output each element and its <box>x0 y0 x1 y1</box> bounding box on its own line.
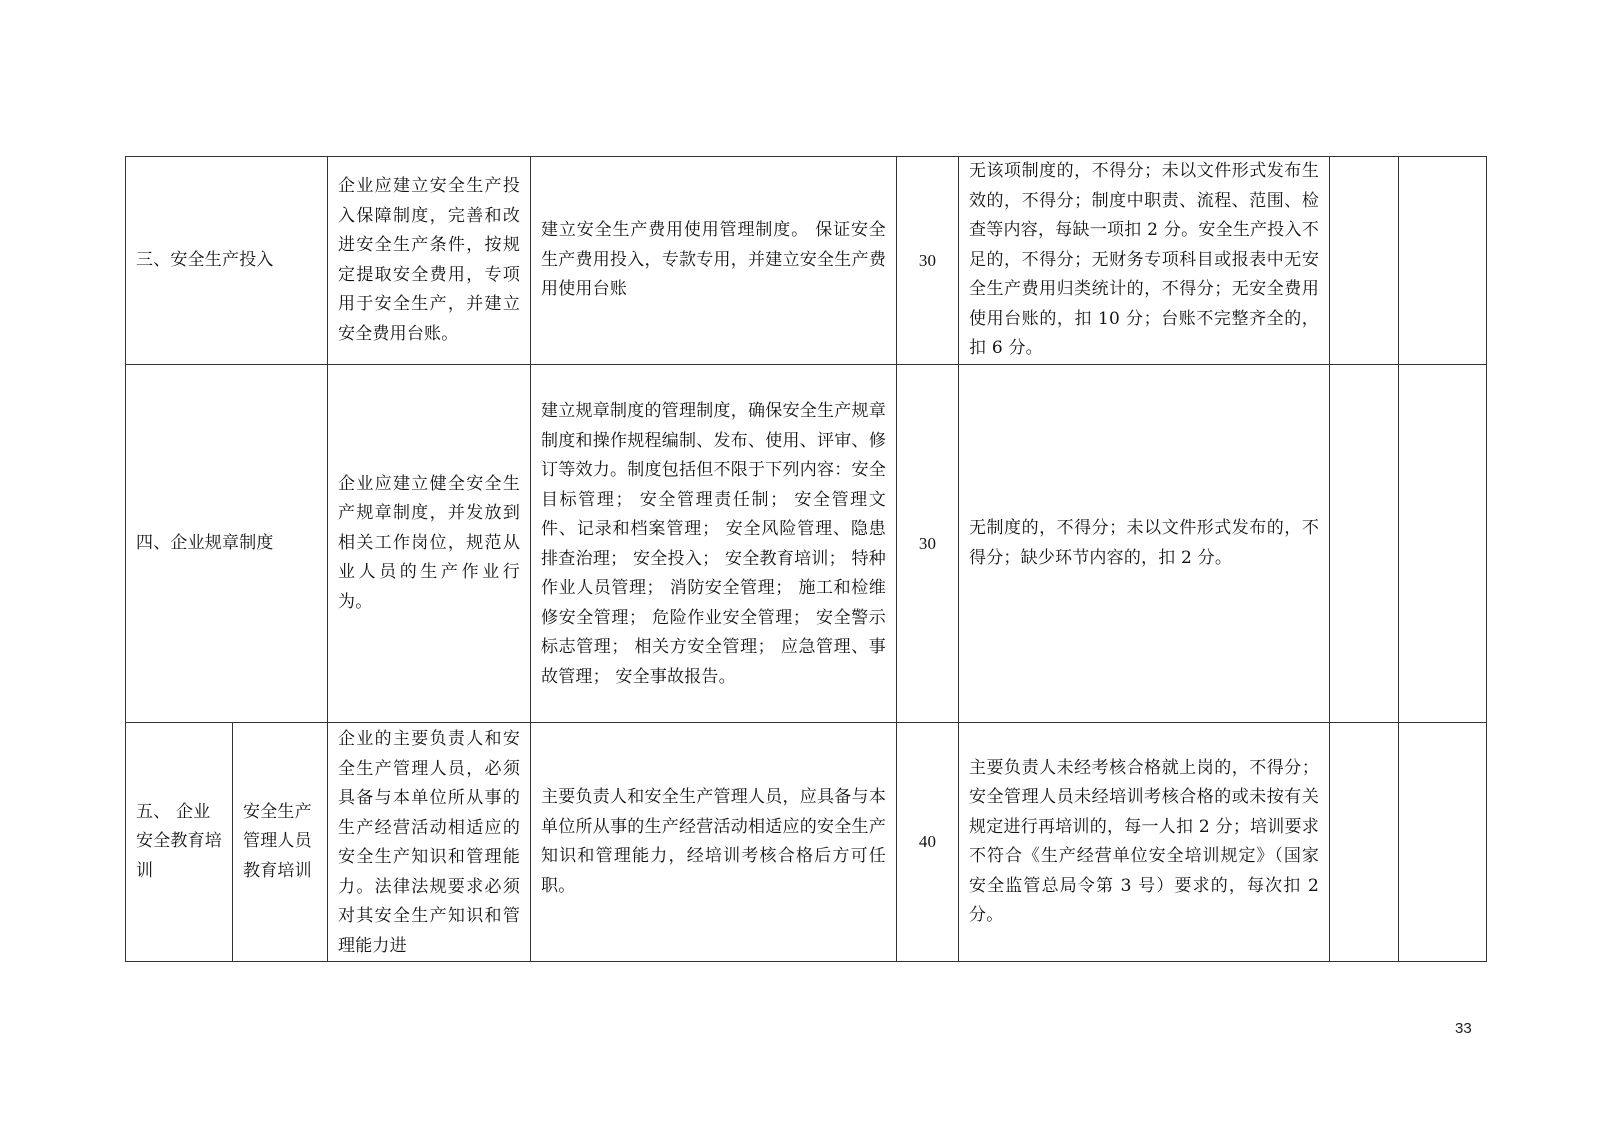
page-number: 33 <box>1455 1020 1472 1037</box>
self-score-cell <box>1330 723 1399 962</box>
self-score-cell <box>1330 365 1399 723</box>
remarks-cell <box>1399 365 1487 723</box>
item-cell: 五、 企业安全教育培训 <box>126 723 233 962</box>
item-cell: 四、企业规章制度 <box>126 365 328 723</box>
score-cell: 30 <box>897 365 959 723</box>
requirement-cell: 企业应建立安全生产投入保障制度，完善和改进安全生产条件，按规定提取安全费用，专项用于安全生产，并建立安全费用台账。 <box>328 157 531 365</box>
requirement-cell: 企业的主要负责人和安全生产管理人员，必须具备与本单位所从事的生产经营活动相适应的安全生产知识和管理能力。法律法规要求必须对其安全生产知识和管理能力进 <box>328 723 531 962</box>
item-cell: 三、安全生产投入 <box>126 157 328 365</box>
content-cell: 主要负责人和安全生产管理人员，应具备与本单位所从事的生产经营活动相适应的安全生产知识和管理能力，经培训考核合格后方可任职。 <box>531 723 897 962</box>
score-cell: 40 <box>897 723 959 962</box>
criteria-cell: 主要负责人未经考核合格就上岗的，不得分；安全管理人员未经培训考核合格的或未按有关规定进行再培训的，每一人扣 2 分；培训要求不符合《生产经营单位安全培训规定》（国家安全监管总局令第 3 号）要求的，每次扣 2 分。 <box>959 723 1330 962</box>
requirement-cell: 企业应建立健全安全生产规章制度，并发放到相关工作岗位，规范从业人员的生产作业行为。 <box>328 365 531 723</box>
content-cell: 建立安全生产费用使用管理制度。 保证安全生产费用投入，专款专用，并建立安全生产费用使用台账 <box>531 157 897 365</box>
remarks-cell <box>1399 723 1487 962</box>
remarks-cell <box>1399 157 1487 365</box>
sub-item-cell: 安全生产管理人员教育培训 <box>233 723 328 962</box>
table-row <box>126 365 1487 723</box>
evaluation-table <box>125 156 1487 962</box>
criteria-cell: 无制度的，不得分；未以文件形式发布的，不得分；缺少环节内容的，扣 2 分。 <box>959 365 1330 723</box>
table-row <box>126 157 1487 365</box>
self-score-cell <box>1330 157 1399 365</box>
score-cell: 30 <box>897 157 959 365</box>
criteria-cell: 无该项制度的，不得分；未以文件形式发布生效的，不得分；制度中职责、流程、范围、检查等内容，每缺一项扣 2 分。安全生产投入不足的，不得分；无财务专项科目或报表中无安全生产费用归类统计的，不得分；无安全费用使用台账的，扣 10 分；台账不完整齐全的，扣 6 分。 <box>959 157 1330 365</box>
table-row <box>126 723 1487 962</box>
content-cell: 建立规章制度的管理制度，确保安全生产规章制度和操作规程编制、发布、使用、评审、修订等效力。制度包括但不限于下列内容：安全目标管理； 安全管理责任制； 安全管理文件、记录和档案管理； 安全风险管理、隐患排查治理； 安全投入； 安全教育培训； 特种作业人员管理； 消防安全管理； 施工和检维修安全管理； 危险作业安全管理； 安全警示标志管理； 相关方安全管理； 应急管理、事故管理； 安全事故报告。 <box>531 365 897 723</box>
